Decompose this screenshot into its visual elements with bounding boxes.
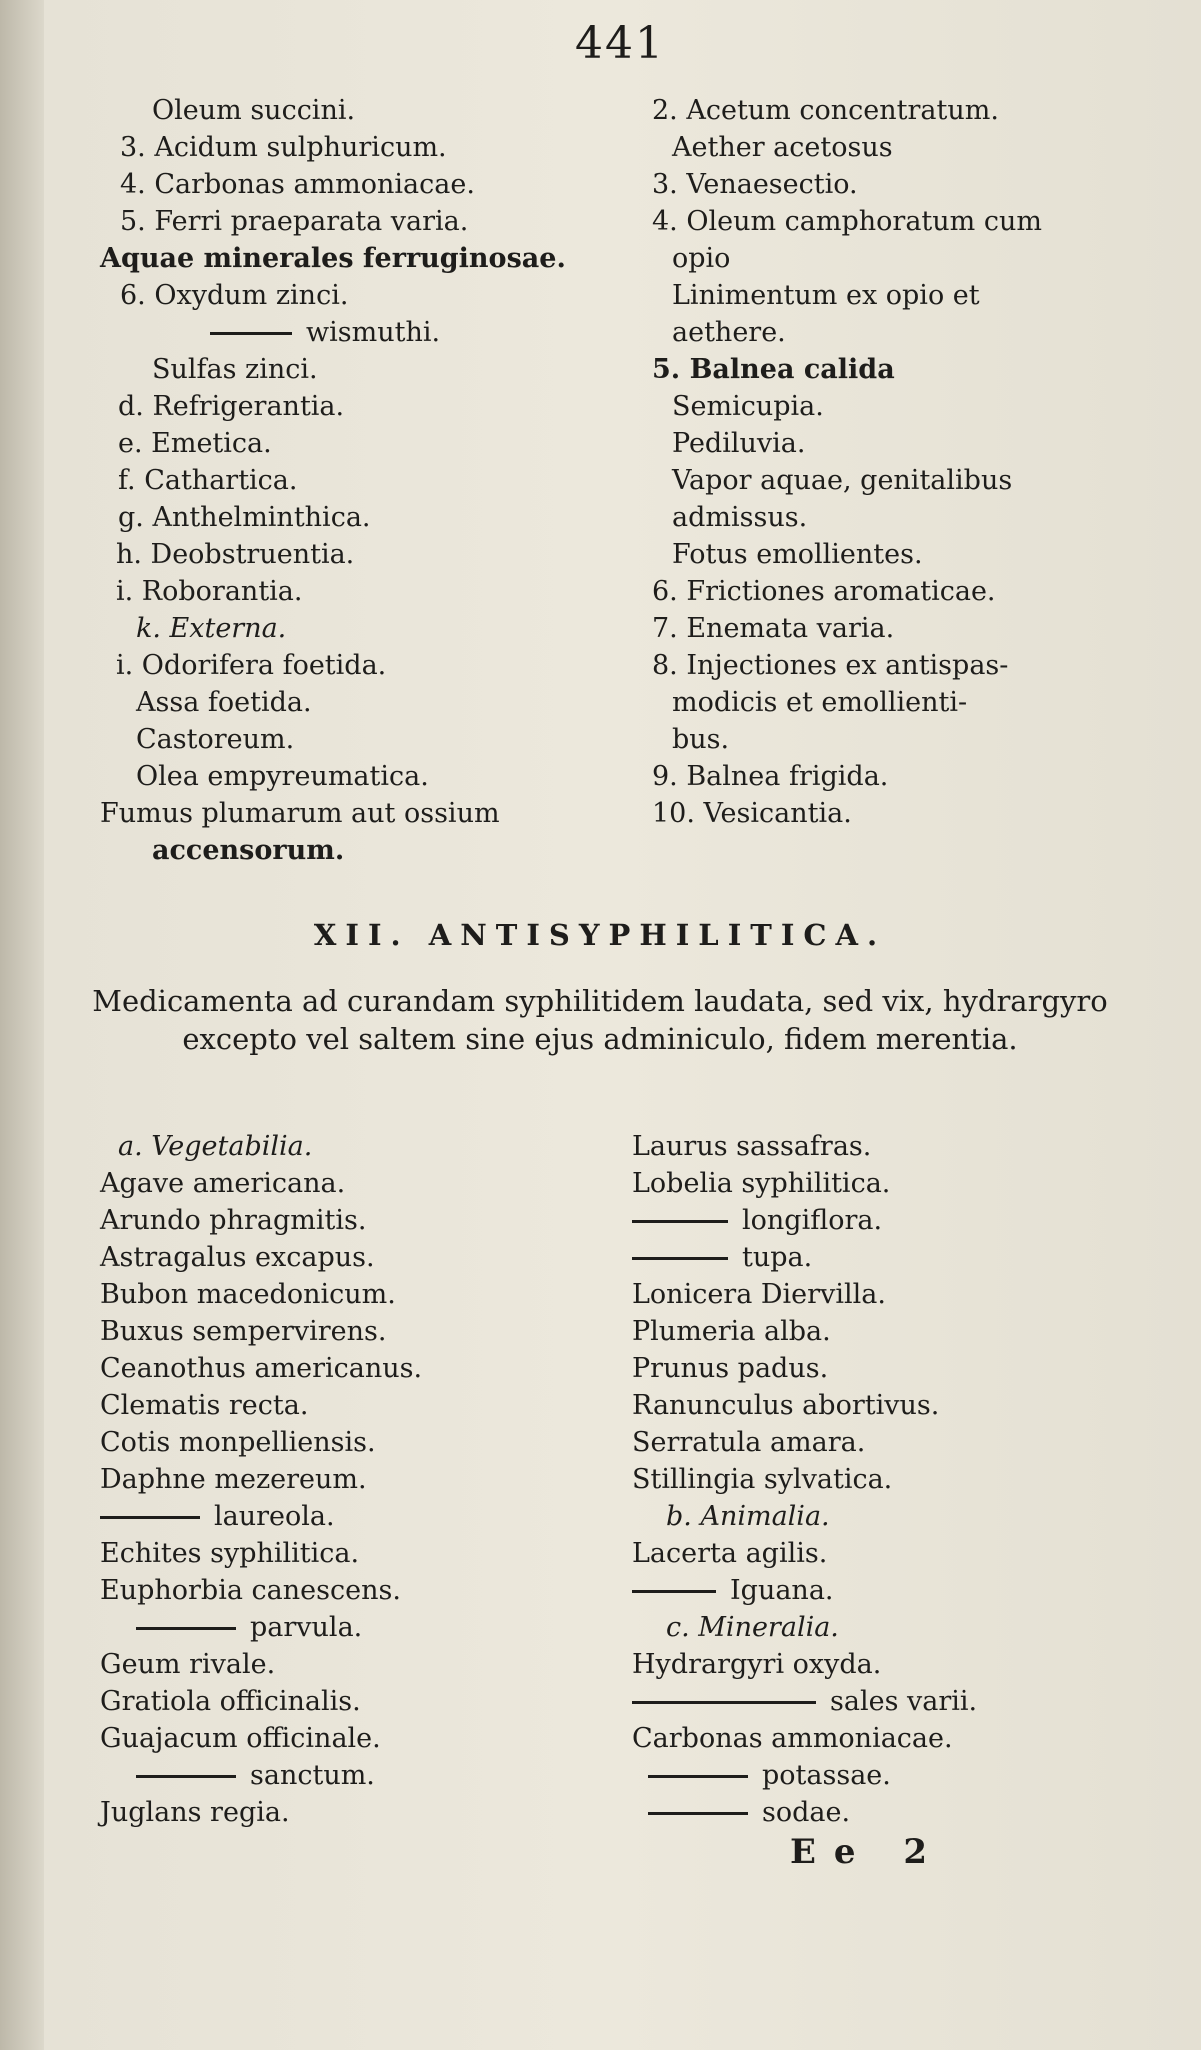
list-item-text: sales varii. [830, 1686, 978, 1717]
ditto-dash [632, 1257, 728, 1260]
list-item: Lonicera Diervilla. [632, 1279, 886, 1310]
list-item: h. Deobstruentia. [116, 539, 355, 570]
list-item: Guajacum officinale. [100, 1723, 381, 1754]
list-item: Prunus padus. [632, 1353, 829, 1384]
ditto-dash [632, 1590, 716, 1593]
list-item: Agave americana. [100, 1168, 346, 1199]
list-item: Aether acetosus [672, 132, 893, 163]
list-item: 9. Balnea frigida. [652, 761, 889, 792]
list-item: Oleum succini. [152, 95, 356, 126]
ditto-dash [210, 332, 292, 335]
list-item: 7. Enemata varia. [652, 613, 895, 644]
list-item: Olea empyreumatica. [136, 761, 429, 792]
list-item: admissus. [672, 502, 808, 533]
list-item: Astragalus excapus. [100, 1242, 375, 1273]
list-item: 2. Acetum concentratum. [652, 95, 999, 126]
list-item: 10. Vesicantia. [652, 798, 852, 829]
list-item: Euphorbia canescens. [100, 1575, 401, 1606]
list-item: f. Cathartica. [118, 465, 298, 496]
top-left-column [100, 92, 566, 869]
page-gutter [0, 0, 44, 2050]
list-item: Lobelia syphilitica. [632, 1168, 891, 1199]
list-item-text: tupa. [742, 1242, 813, 1273]
list-item: g. Anthelminthica. [118, 502, 371, 533]
list-item-text: longiflora. [742, 1205, 883, 1236]
section-heading: XII. ANTISYPHILITICA. [313, 918, 887, 952]
list-item: Fotus emollientes. [672, 539, 923, 570]
list-item: c. Mineralia. [666, 1612, 839, 1643]
list-item: Hydrargyri oxyda. [632, 1649, 882, 1680]
list-item: i. Odorifera foetida. [116, 650, 387, 681]
list-item: Gratiola officinalis. [100, 1686, 361, 1717]
bottom-left-column [100, 1128, 422, 1831]
list-item: Sulfas zinci. [152, 354, 318, 385]
list-item-text: potassae. [762, 1760, 891, 1791]
list-item: Buxus sempervirens. [100, 1316, 387, 1347]
list-item: Carbonas ammoniacae. [632, 1723, 953, 1754]
list-item: 4. Carbonas ammoniacae. [120, 169, 475, 200]
ditto-dash [648, 1812, 748, 1815]
list-item: 4. Oleum camphoratum cum [652, 206, 1042, 237]
list-item: Daphne mezereum. [100, 1464, 367, 1495]
list-item [632, 1794, 977, 1831]
list-item: Plumeria alba. [632, 1316, 831, 1347]
list-item: Castoreum. [136, 724, 295, 755]
list-item: d. Refrigerantia. [118, 391, 345, 422]
list-item: 5. Balnea calida [652, 354, 895, 385]
list-item [632, 1202, 977, 1239]
list-item: Arundo phragmitis. [100, 1205, 367, 1236]
ditto-dash [136, 1627, 236, 1630]
list-item-text: sanctum. [250, 1760, 375, 1791]
signature-mark: Ee 2 [790, 1832, 946, 1872]
list-item: aethere. [672, 317, 786, 348]
list-item: 6. Frictiones aromaticae. [652, 576, 996, 607]
list-item: Linimentum ex opio et [672, 280, 980, 311]
list-item: b. Animalia. [666, 1501, 830, 1532]
bottom-right-column [632, 1128, 977, 1831]
list-item: e. Emetica. [118, 428, 272, 459]
list-item: Aquae minerales ferruginosae. [100, 243, 566, 274]
top-right-column [652, 92, 1042, 832]
list-item: 3. Acidum sulphuricum. [120, 132, 447, 163]
list-item [100, 1609, 422, 1646]
list-item: Vapor aquae, genitalibus [672, 465, 1013, 496]
ditto-dash [136, 1775, 236, 1778]
list-item: modicis et emollienti- [672, 687, 968, 718]
list-item: bus. [672, 724, 730, 755]
list-item [632, 1239, 977, 1276]
list-item-text: wismuthi. [306, 317, 441, 348]
list-item: Clematis recta. [100, 1390, 309, 1421]
list-item [100, 1757, 422, 1794]
list-item [100, 1128, 422, 1165]
list-item: Geum rivale. [100, 1649, 276, 1680]
list-item [632, 1757, 977, 1794]
list-item: 6. Oxydum zinci. [120, 280, 349, 311]
section-intro: Medicamenta ad curandam syphilitidem laudata, sed vix, hydrargyro excepto vel saltem sine ejus adminiculo, fidem merentia. [92, 984, 1108, 1056]
list-item: Ceanothus americanus. [100, 1353, 423, 1384]
list-item: Lacerta agilis. [632, 1538, 828, 1569]
list-item: Assa foetida. [136, 687, 312, 718]
list-item-text: laureola. [214, 1501, 335, 1532]
list-item-text: sodae. [762, 1797, 851, 1828]
list-item: Semicupia. [672, 391, 824, 422]
list-item: Ranunculus abortivus. [632, 1390, 940, 1421]
page-number: 441 [575, 18, 665, 69]
list-item: opio [672, 243, 731, 274]
list-item: i. Roborantia. [116, 576, 303, 607]
list-item-text: a. Vegetabilia. [118, 1131, 313, 1162]
list-item: Stillingia sylvatica. [632, 1464, 893, 1495]
list-item [632, 1572, 977, 1609]
list-item: 5. Ferri praeparata varia. [120, 206, 469, 237]
ditto-dash [100, 1516, 200, 1519]
list-item: Echites syphilitica. [100, 1538, 360, 1569]
list-item: 3. Venaesectio. [652, 169, 858, 200]
list-item-text: Iguana. [730, 1575, 834, 1606]
list-item: Pediluvia. [672, 428, 806, 459]
ditto-dash [632, 1701, 816, 1704]
list-item: Serratula amara. [632, 1427, 866, 1458]
ditto-dash [632, 1220, 728, 1223]
list-item: accensorum. [152, 835, 345, 866]
ditto-dash [648, 1775, 748, 1778]
list-item: 8. Injectiones ex antispas- [652, 650, 1009, 681]
list-item: Fumus plumarum aut ossium [100, 798, 500, 829]
list-item: Cotis monpelliensis. [100, 1427, 376, 1458]
list-item: Juglans regia. [100, 1797, 290, 1828]
list-item: k. Externa. [136, 613, 287, 644]
list-item [632, 1683, 977, 1720]
list-item [100, 314, 566, 351]
list-item: Laurus sassafras. [632, 1131, 872, 1162]
list-item [100, 1498, 422, 1535]
list-item: Bubon macedonicum. [100, 1279, 396, 1310]
list-item-text: parvula. [250, 1612, 363, 1643]
